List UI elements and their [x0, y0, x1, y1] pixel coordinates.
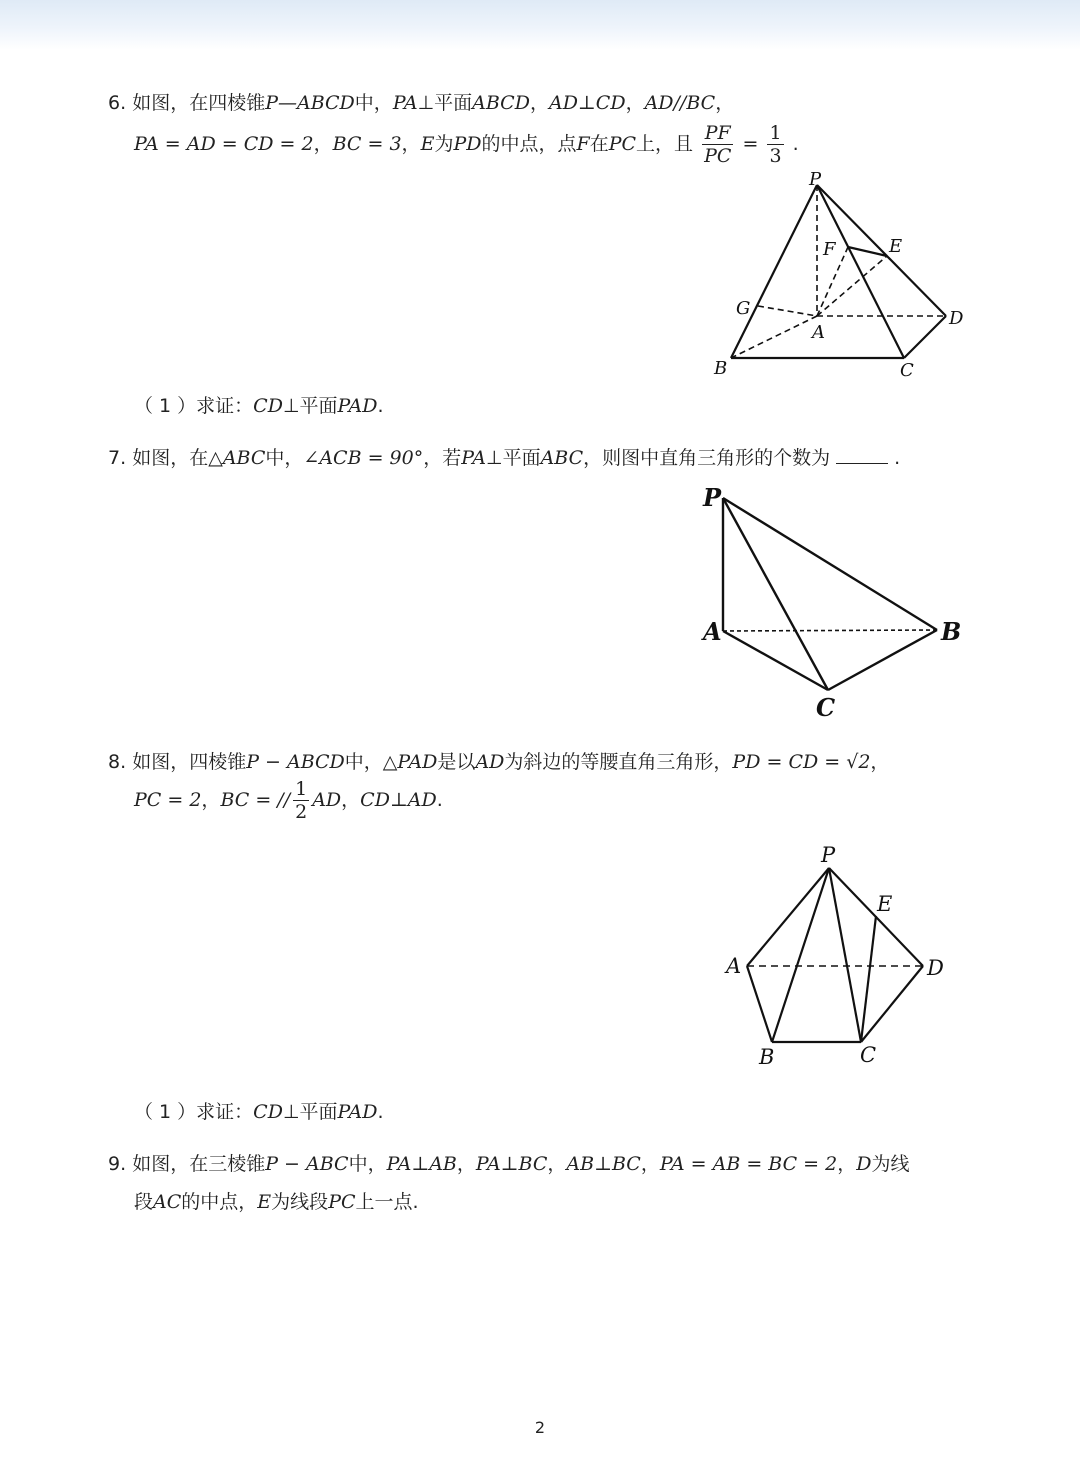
text: 在 — [589, 133, 609, 155]
q7-figure-tetrahedron — [695, 478, 975, 723]
text: 的中点， — [181, 1191, 258, 1213]
text: ， — [529, 92, 549, 114]
q6-line2 — [134, 120, 799, 168]
q8-part1 — [134, 1098, 384, 1126]
q7-number: 7. — [108, 447, 127, 469]
text: 段 — [134, 1191, 154, 1213]
edge-ab-hidden — [723, 630, 937, 631]
label-g: G — [736, 298, 751, 319]
label-c: C — [816, 693, 836, 722]
math: BC = 3 — [332, 133, 402, 155]
edge-pc — [817, 185, 904, 358]
math: PC = 2 — [134, 789, 202, 811]
fraction-denominator: PC — [704, 145, 732, 167]
math: PA = AB = BC = 2 — [659, 1153, 838, 1175]
label-a: A — [726, 954, 742, 978]
math: F — [576, 133, 590, 155]
math: PA = AD = CD = 2 — [134, 133, 314, 155]
fraction-denominator: 3 — [769, 145, 782, 167]
label-c: C — [900, 360, 914, 381]
text: ， — [640, 1153, 660, 1175]
q9-line2 — [134, 1188, 419, 1216]
text: 上一点. — [355, 1191, 419, 1213]
math: AD — [312, 789, 342, 811]
fraction-one-third — [767, 122, 783, 167]
text: ⊥平面 — [282, 1101, 338, 1123]
edge-ab-hidden — [731, 316, 817, 358]
label-a: A — [703, 617, 722, 646]
text: 为 — [434, 133, 454, 155]
q9-line1 — [108, 1150, 910, 1178]
segment-ec — [861, 916, 876, 1042]
text: 如图，在四棱锥 — [132, 92, 266, 114]
text: 中， — [348, 1153, 387, 1175]
math: PA — [461, 447, 487, 469]
math: E — [420, 133, 435, 155]
text: ， — [547, 1153, 567, 1175]
text: 为线 — [871, 1153, 910, 1175]
math: CD — [253, 395, 283, 417]
text: 中， — [354, 92, 393, 114]
q8-figure-pyramid — [715, 838, 975, 1073]
fraction-numerator: 1 — [295, 778, 308, 800]
edge-pb — [723, 498, 937, 630]
label-e: E — [877, 892, 893, 916]
text: ，则图中直角三角形的个数为 — [583, 447, 831, 469]
edge-ab — [747, 966, 772, 1042]
text: 如图，在三棱锥 — [132, 1153, 266, 1175]
math: PAD — [397, 751, 438, 773]
q8-number: 8. — [108, 751, 127, 773]
q8-line2 — [134, 776, 443, 824]
text: （ 1 ）求证： — [134, 395, 254, 417]
edge-cd — [861, 966, 923, 1042]
text: . — [894, 447, 901, 469]
fraction-numerator: PF — [702, 122, 733, 145]
text: 中，△ — [344, 751, 398, 773]
math: PD — [453, 133, 482, 155]
math: AC — [153, 1191, 182, 1213]
fraction-numerator: 1 — [769, 122, 782, 144]
text: ， — [341, 789, 361, 811]
segment-ga-hidden — [758, 306, 817, 316]
math: E — [257, 1191, 272, 1213]
math: PA — [392, 92, 418, 114]
math: CD⊥AD — [360, 789, 437, 811]
segment-ae-hidden — [817, 256, 887, 316]
q6-number: 6. — [108, 92, 127, 114]
text: 的中点，点 — [481, 133, 577, 155]
math: P − ABCD — [246, 751, 345, 773]
text: . — [792, 133, 799, 155]
math: PD = CD = √2 — [732, 751, 871, 773]
text: （ 1 ）求证： — [134, 1101, 254, 1123]
label-d: D — [927, 956, 944, 980]
label-f: F — [823, 239, 836, 260]
text: ， — [625, 92, 645, 114]
math: PA⊥AB — [386, 1153, 457, 1175]
text: . — [377, 395, 384, 417]
edge-cd — [904, 316, 946, 358]
math: PC — [608, 133, 637, 155]
edge-pb — [731, 185, 817, 358]
label-b: B — [941, 617, 962, 646]
header-band — [0, 0, 1080, 50]
text: ⊥平面 — [486, 447, 541, 469]
math: AB⊥BC — [566, 1153, 641, 1175]
math: AD//BC — [644, 92, 716, 114]
math: ∠ACB = 90° — [303, 447, 424, 469]
text: 为线段 — [271, 1191, 329, 1213]
math: PAD — [337, 395, 378, 417]
text: ⊥平面 — [282, 395, 338, 417]
text: ， — [201, 789, 221, 811]
answer-blank — [836, 445, 888, 464]
text: 是以 — [437, 751, 476, 773]
label-p: P — [809, 169, 822, 190]
label-e: E — [889, 236, 903, 257]
text: ， — [313, 133, 333, 155]
text: ， — [456, 1153, 476, 1175]
edge-pb — [772, 868, 829, 1042]
edge-cb — [828, 630, 937, 690]
math: CD — [253, 1101, 283, 1123]
math: AD — [475, 751, 505, 773]
fraction-pf-pc — [702, 122, 733, 167]
text: ， — [401, 133, 421, 155]
label-a: A — [812, 322, 825, 343]
q6-figure-pyramid — [700, 168, 980, 383]
math: ABC — [222, 447, 266, 469]
text: 为斜边的等腰直角三角形， — [504, 751, 733, 773]
math: PC — [328, 1191, 356, 1213]
q6-line1 — [108, 89, 734, 117]
label-d: D — [949, 308, 964, 329]
math: AD⊥CD — [548, 92, 626, 114]
math: PAD — [337, 1101, 378, 1123]
text: 中， — [265, 447, 304, 469]
text: 如图，四棱锥 — [132, 751, 247, 773]
label-b: B — [759, 1045, 775, 1069]
text: . — [436, 789, 443, 811]
math: P—ABCD — [265, 92, 355, 114]
text: ， — [837, 1153, 857, 1175]
fraction-one-half — [293, 778, 309, 823]
q9-number: 9. — [108, 1153, 127, 1175]
label-b: B — [714, 358, 728, 379]
text: 如图，在△ — [132, 447, 223, 469]
text: ⊥平面 — [417, 92, 473, 114]
math: ABCD — [472, 92, 530, 114]
text: 上，且 — [636, 133, 694, 155]
text: . — [377, 1101, 384, 1123]
label-c: C — [860, 1043, 877, 1067]
q7-line1 — [108, 444, 900, 472]
label-p: P — [703, 483, 722, 512]
label-p: P — [821, 843, 836, 867]
text: ， — [870, 751, 890, 773]
math: ABC — [540, 447, 584, 469]
math: P − ABC — [265, 1153, 349, 1175]
edge-pc — [829, 868, 861, 1042]
math: D — [856, 1153, 872, 1175]
fraction-denominator: 2 — [295, 801, 308, 823]
page-number: 2 — [534, 1418, 546, 1437]
text: ，若 — [423, 447, 462, 469]
text: ， — [715, 92, 735, 114]
q8-line1 — [108, 748, 889, 776]
edge-pd — [817, 185, 946, 316]
edge-pa — [747, 868, 829, 966]
math: BC = // — [220, 789, 291, 811]
math: PA⊥BC — [475, 1153, 548, 1175]
q6-part1 — [134, 392, 384, 420]
equals-sign: = — [742, 133, 759, 155]
